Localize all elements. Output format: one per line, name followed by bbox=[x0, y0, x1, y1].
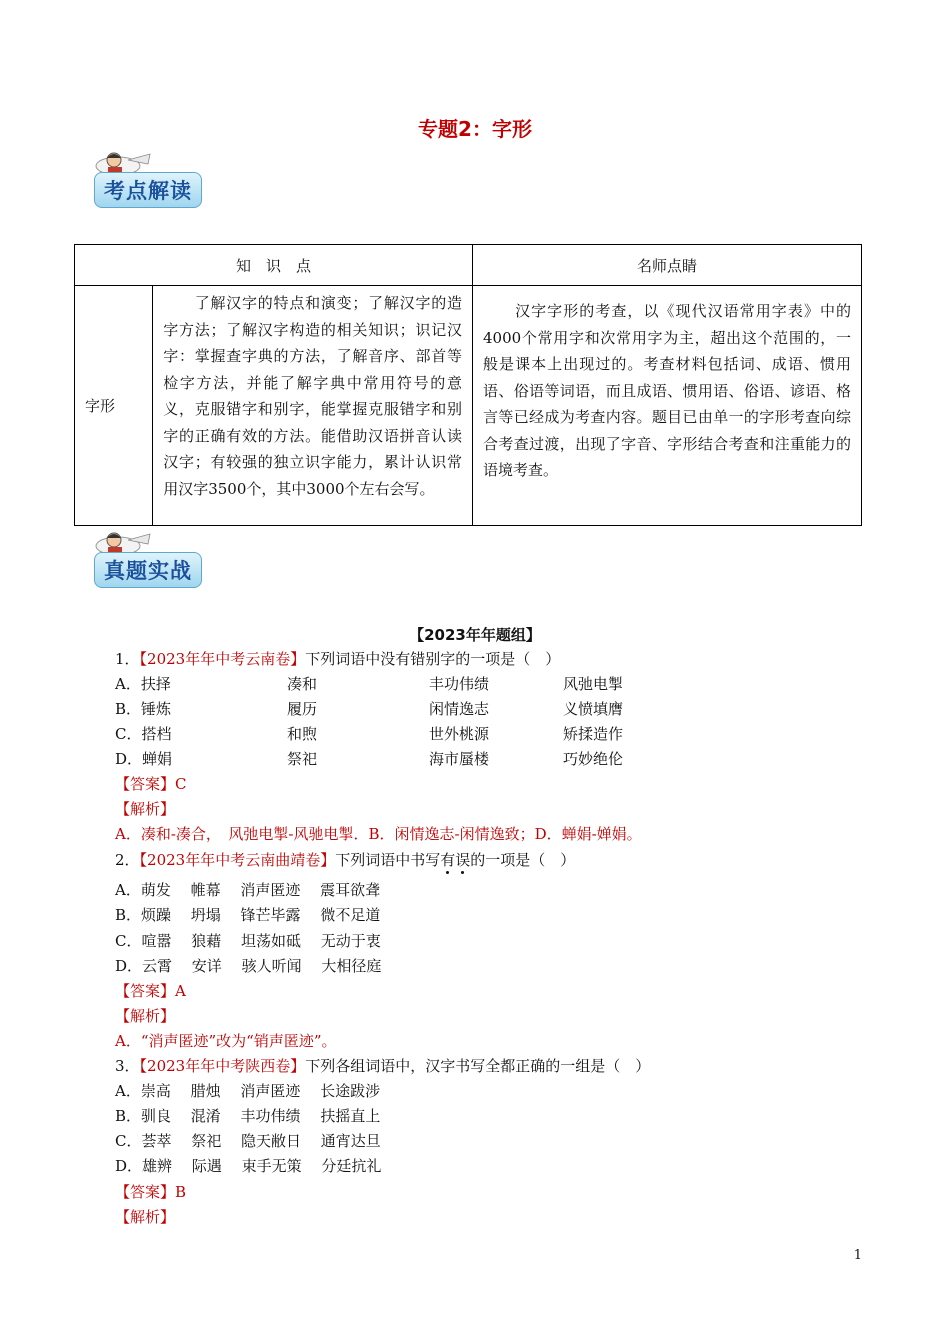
emphasis-char: 有 bbox=[440, 851, 456, 869]
page-title: 专题2：字形 bbox=[418, 117, 532, 141]
analysis-label-3: 【解析】 bbox=[115, 1208, 176, 1226]
q3-option: C．荟萃 祭祀 隐天敝日 通宵达旦 bbox=[115, 1132, 381, 1150]
question-source: 【2023年年中考云南曲靖卷】 bbox=[139, 851, 336, 869]
question-number: 3． bbox=[115, 1057, 140, 1075]
knowledge-table bbox=[74, 244, 862, 526]
group-title: 【2023年年题组】 bbox=[409, 626, 541, 644]
q1-option-cell: 丰功伟绩 bbox=[429, 675, 490, 693]
question-2 bbox=[115, 849, 575, 870]
question-stem-end: 的一项是（ ） bbox=[470, 851, 576, 869]
badge-label: 真题实战 bbox=[94, 552, 202, 588]
analysis-label-2: 【解析】 bbox=[115, 1007, 176, 1025]
q1-option-cell: 世外桃源 bbox=[429, 725, 490, 743]
page-number: 1 bbox=[853, 1248, 862, 1263]
q1-option-cell: 闲情逸志 bbox=[429, 700, 490, 718]
question-3 bbox=[115, 1055, 650, 1076]
question-number: 1． bbox=[115, 650, 140, 668]
section-badge-kaodian bbox=[84, 150, 204, 208]
q3-option: B．驯良 混淆 丰功伟绩 扶摇直上 bbox=[115, 1107, 381, 1125]
q1-option-cell: B．锤炼 bbox=[115, 700, 172, 718]
q1-option-cell: 祭祀 bbox=[287, 750, 318, 768]
header-tips: 名师点睛 bbox=[473, 245, 862, 286]
q3-option: D．雄辨 际遇 束手无策 分廷抗礼 bbox=[115, 1157, 382, 1175]
answer-2: 【答案】A bbox=[115, 982, 186, 1000]
q1-option-cell: 履历 bbox=[287, 700, 318, 718]
q2-option: C．喧嚣 狼藉 坦荡如砥 无动于衷 bbox=[115, 932, 381, 950]
q3-option: A．崇高 腊烛 消声匿迹 长途跋涉 bbox=[115, 1082, 381, 1100]
analysis-2: A．“消声匿迹”改为“销声匿迹”。 bbox=[115, 1032, 337, 1050]
q1-option-cell: 风弛电掣 bbox=[563, 675, 624, 693]
row-label: 字形 bbox=[75, 286, 153, 526]
q2-option: D．云霄 安详 骇人听闻 大相径庭 bbox=[115, 957, 382, 975]
emphasis-char: 误 bbox=[455, 851, 471, 869]
knowledge-cell: 了解汉字的特点和演变；了解汉字的造字方法；了解汉字构造的相关知识；识记汉字：掌握查字典的方法，了解音序、部首等检字方法，并能了解字典中常用符号的意义，克服错字和别字，能掌握克服错字和别字的正确有效的方法。能借助汉语拼音认读汉字；有较强的独立识字能力，累计认识常用汉字3500个，其中3000个左右会写。 bbox=[153, 286, 473, 526]
q1-option-cell: 和煦 bbox=[287, 725, 318, 743]
q1-option-cell: 海市蜃楼 bbox=[429, 750, 490, 768]
q1-option-cell: A．扶择 bbox=[115, 675, 171, 693]
q1-option-cell: C．搭档 bbox=[115, 725, 172, 743]
badge-label: 考点解读 bbox=[94, 172, 202, 208]
tips-cell: 汉字字形的考查，以《现代汉语常用字表》中的4000个常用字和次常用字为主，超出这个范围的，一般是课本上出现过的。考查材料包括词、成语、惯用语、俗语等词语，而且成语、惯用语、俗语、谚语、格言等已经成为考查内容。题目已由单一的字形考查向综合考查过渡，出现了字音、字形结合考查和注重能力的语境考查。 bbox=[473, 286, 862, 526]
q1-option-cell: 巧妙绝伦 bbox=[563, 750, 624, 768]
question-source: 【2023年年中考陕西卷】 bbox=[139, 1057, 306, 1075]
answer-3: 【答案】B bbox=[115, 1183, 187, 1201]
analysis-1: A．凑和-凑合， 风弛电掣-风驰电掣．B．闲情逸志-闲情逸致；D．蝉娟-婵娟。 bbox=[115, 825, 642, 843]
question-1 bbox=[115, 648, 560, 669]
q1-option-cell: D．蝉娟 bbox=[115, 750, 173, 768]
analysis-label-1: 【解析】 bbox=[115, 800, 176, 818]
question-source: 【2023年年中考云南卷】 bbox=[139, 650, 306, 668]
question-stem: 下列词语中书写 bbox=[335, 851, 441, 869]
question-number: 2． bbox=[115, 851, 140, 869]
q1-option-cell: 矫揉造作 bbox=[563, 725, 624, 743]
question-stem: 下列各组词语中，汉字书写全都正确的一组是（ ） bbox=[305, 1057, 651, 1075]
q2-option: B．烦躁 坍塌 锋芒毕露 微不足道 bbox=[115, 906, 381, 924]
q1-option-cell: 凑和 bbox=[287, 675, 318, 693]
answer-1: 【答案】C bbox=[115, 775, 187, 793]
section-badge-zhenti bbox=[84, 530, 204, 588]
q1-option-cell: 义愤填膺 bbox=[563, 700, 624, 718]
header-knowledge: 知 识 点 bbox=[75, 245, 473, 286]
question-stem: 下列词语中没有错别字的一项是（ ） bbox=[305, 650, 561, 668]
q2-option: A．萌发 帷幕 消声匿迹 震耳欲聋 bbox=[115, 881, 381, 899]
